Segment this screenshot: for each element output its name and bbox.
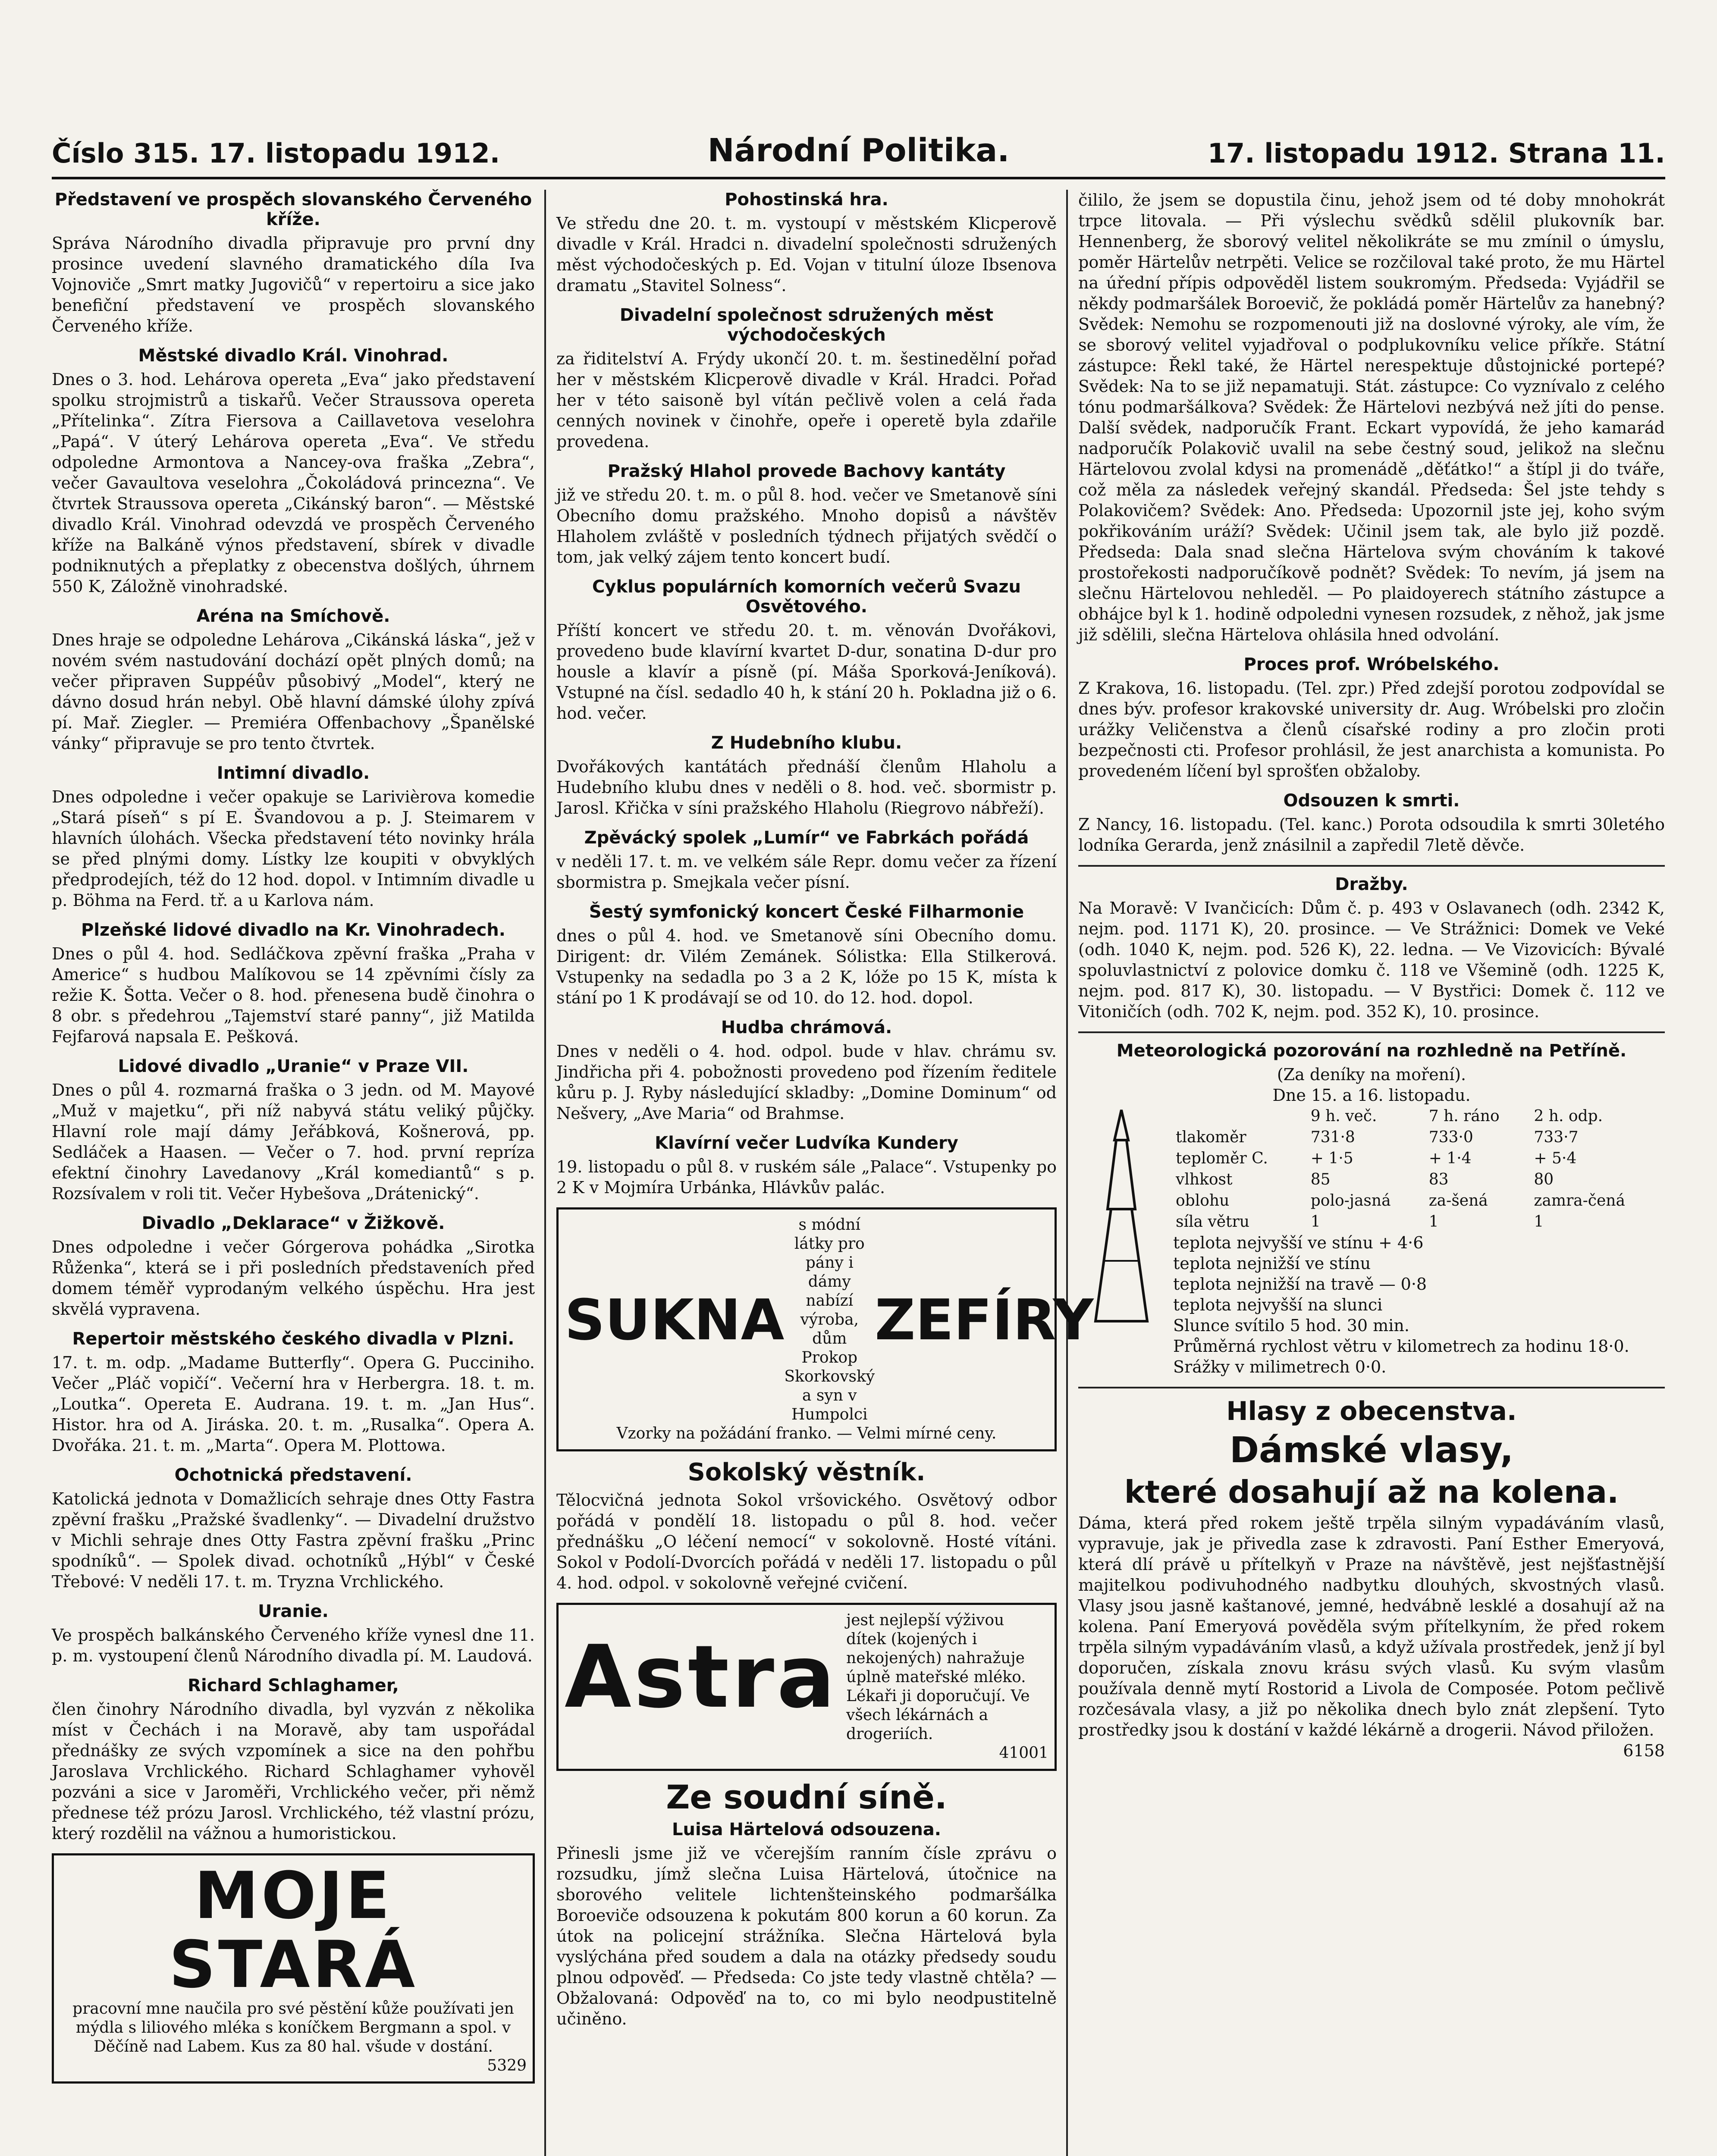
ad-code: 5329	[487, 2057, 527, 2075]
article-text: již ve středu 20. t. m. o půl 8. hod. večer ve Smetanově síni Obecního domu pražského. Mnoho dopisů a návštěv Hlaholem zvláště v posledních týdnech přijatých svědčí o tom, jak velký zájem tento koncert budí.	[556, 486, 1057, 567]
article-text: dnes o půl 4. hod. ve Smetanově síni Obecního domu. Dirigent: dr. Vilém Zemánek. Sólistka: Ella Stilkerová. Vstupenky na sedadla po 3 a 2 K, lóže po 15 K, místa k stání po 1 K prodávají se od 10. do 12. hod. dopol.	[556, 926, 1057, 1007]
headline: Dámské vlasy,	[1229, 1430, 1514, 1471]
meteo-row	[1173, 1127, 1665, 1148]
advertisement-moje-stara	[52, 1853, 535, 2084]
meteo-wind: Průměrná rychlost větru v kilometrech za hodinu 18·0.	[1173, 1337, 1629, 1356]
meteo-line: teplota nejvyšší ve stínu + 4·6	[1173, 1233, 1424, 1252]
article-text: 19. listopadu o půl 8. v ruském sále „Palace“. Vstupenky po 2 K v Mojmíra Urbánka, Hlávkův palác.	[556, 1157, 1057, 1197]
article	[52, 920, 535, 1047]
article	[556, 1133, 1057, 1198]
meteo-row	[1173, 1148, 1665, 1169]
ad-text: pracovní mne naučila pro své pěstění kůže používati jen mýdla s liliového mléka s koníčkem Bergmann a spol. v Děčíně nad Labem. Kus za 80 hal. všude v dostání.	[72, 2000, 514, 2056]
column-3	[1078, 190, 1665, 2156]
article-heading: Richard Schlaghamer,	[188, 1676, 399, 1695]
article-text: Správa Národního divadla připravuje pro první dny prosince uvedení slavného dramatického díla Iva Vojnoviče „Smrt matky Jugovičů“ v repertoiru a sice jako benefiční představení ve prospěch slovanského Červeného kříže.	[52, 234, 535, 335]
meteo-col-header: 2 h. odp.	[1534, 1107, 1603, 1125]
headline: které dosahují až na kolena.	[1124, 1474, 1619, 1510]
article-text: Ve středu dne 20. t. m. vystoupí v městském Klicperově divadle v Král. Hradci n. divadelní společnosti sdružených měst východočeských p. Ed. Vojan v titulní úloze Ibsenova dramatu „Stavitel Solness“.	[556, 214, 1057, 295]
meteo-line: teplota nejnižší na travě — 0·8	[1173, 1275, 1427, 1294]
meteo-cell: 1	[1534, 1213, 1544, 1231]
article	[556, 733, 1057, 818]
article-text: Katolická jednota v Domažlicích sehraje dnes Otty Fastra zpěvní frašku „Pražské švadlenky“. — Divadelní družstvo v Michli sehraje dnes Otty Fastra zpěvní frašku „Princ spodníků“. — Spolek divad. ochotníků „Hýbl“ v České Třebové: V neděli 17. t. m. Tryzna Vrchlického.	[52, 1489, 535, 1591]
article-text: Z Nancy, 16. listopadu. (Tel. kanc.) Porota odsoudila k smrti 30letého lodníka Gerarda, jenž znásilnil a zapředil 7letě děvče.	[1078, 815, 1665, 855]
ad-title: MOJE STARÁ	[169, 1858, 418, 2002]
article-heading: Divadlo „Deklarace“ v Žižkově.	[141, 1213, 445, 1233]
article-text: v neděli 17. t. m. ve velkém sále Repr. domu večer za řízení sbormistra p. Smejkala večer písní.	[556, 852, 1057, 892]
court-section	[556, 1778, 1057, 2029]
meteo-cell: zamra-čená	[1534, 1192, 1625, 1210]
article-text: čililo, že jsem se dopustila činu, jehož jsem od té doby mnohokrát trpce litovala. — Při výslechu svědků sdělil plukovník bar. Hennenberg, že sborový velitel několikráte se mu zmínil o úmyslu, poměr Härtelův netrpěti. Velice se rozčiloval také proto, že mu Härtel na úřední přípis odpověděl listem soukromým. Předseda: Vyjádřil se někdy podmaršálek Boroevič, že pokládá poměr Härtelův za hanebný? Svědek: Nemohu se rozpomenouti již na doslovné výroky, ale vím, že se sborový velitel vyjadřoval o podplukovníku velice příkře. Státní zástupce: Řekl také, že Härtel nerespektuje důstojnické portepé? Svědek: Na to se již nepamatuji. Stát. zástupce: Co vyznívalo z celého tónu podmaršálkova? Svědek: Že Härtelovi nezbývá než jíti do pense. Další svědek, nadporučík Frant. Eckart vypovídá, že jeho kamarád nadporučík Polakovič uvalil na sebe čestný soud, jelikož na slečnu Härtelovou zvolal kdysi na promenádě „děťátko!“ a štípl ji do tváře, což měla za následek veřejný skandál. Předseda: Šel jste tehdy s Polakovičem? Svědek: Ano. Předseda: Upozornil jste jej, koho svým pokřikováním uráží? Svědek: Učinil jsem tak, ale bylo již pozdě. Předseda: Dala snad slečna Härtelova svým chováním k takové prostořekosti nadporučíkově podnět? Svědek: To nevím, já jsem na slečnu Härtelovou nehleděl. — Po plaidoyerech státního zástupce a obhájce byl k 1. hodině odpoledni vynesen rozsudek, z něhož, jak jsme již sdělili, slečna Härtelova ohlásila hned odvolání.	[1078, 191, 1665, 644]
sokol-section	[556, 1458, 1057, 1593]
article-heading: Odsouzen k smrti.	[1283, 791, 1460, 811]
article-heading: Dražby.	[1335, 874, 1408, 894]
article-text: 17. t. m. odp. „Madame Butterfly“. Opera G. Pucciniho. Večer „Pláč vopičí“. Večerní hra v Herbergra. 18. t. m. „Loutka“. Opereta E. Audrana. 19. t. m. „Jan Hus“. Histor. hra od A. Jiráska. 20. t. m. „Rusalka“. Opera A. Dvořáka. 21. t. m. „Marta“. Opera M. Plottowa.	[52, 1353, 535, 1455]
meteo-cell: 1	[1310, 1213, 1321, 1231]
ad-code: 41001	[999, 1744, 1048, 1762]
article-heading: Pražský Hlahol provede Bachovy kantáty	[607, 461, 1006, 481]
article-heading: Ochotnická představení.	[174, 1465, 412, 1485]
meteo-cell: 80	[1534, 1171, 1554, 1188]
article-text: Dnes o 3. hod. Lehárova opereta „Eva“ jako představení spolku strojmistrů a tiskařů. Večer Straussova opereta „Přítelinka“. Zítra Fiersova a Caillavetova veselohra „Papá“. V úterý Lehárova opereta „Eva“. Ve středu odpoledne Armontova a Nancey-ova fraška „Zebra“, večer Gavaultova veselohra „Čokoládová princezna“. Ve čtvrtek Straussova opereta „Cikánský baron“. — Městské divadlo Král. Vinohrad odevzdá ve prospěch Červeného kříže na Balkáně výnos představení, sbírek v divadle podniknutých a přeplatky z obecenstva došlých, úhrnem 550 K, Záložně vinohradské.	[52, 370, 535, 596]
article-text: Přinesli jsme již ve včerejším ranním čísle zprávu o rozsudku, jímž slečna Luisa Härtelová, útočnice na sborového velitele lichtenšteinského podmaršálka Boroeviče odsouzena k pokutám 800 korun a 60 korun. Za útok na policejní strážníka. Slečna Härtelová byla vyslýchána před soudem a dala na otázky předsedy soudu plnou odpověď. — Předseda: Co jste tedy vlastně chtěla? — Obžalovaná: Odpověď na to, co mi bylo neodpustitelně učiněno.	[556, 1844, 1057, 2028]
article-text: Z Krakova, 16. listopadu. (Tel. zpr.) Před zdejší porotou zodpovídal se dnes býv. profesor krakovské university dr. Aug. Wróbelski pro zločin urážky Veličenstva a členů císařské rodiny a pro zločin proti bezpečnosti cti. Profesor prohlásil, že jest anarchista a komunista. Po provedeném líčení byl sprošťen obžaloby.	[1078, 679, 1665, 780]
meteo-cell: + 1·5	[1310, 1150, 1353, 1167]
petrin-tower-icon	[1078, 1106, 1165, 1330]
article-text: Dnes v neděli o 4. hod. odpol. bude v hlav. chrámu sv. Jindřicha při 4. pobožnosti provedeno pod řízením ředitele kůru p. J. Ryby následující skladby: „Domine Dominum“ od Nešvery, „Ave Maria“ od Brahmse.	[556, 1042, 1057, 1123]
article-text: Dnes o půl 4. rozmarná fraška o 3 jedn. od M. Mayové „Muž v majetku“, při níž nabyvá státu veliký půjčky. Hlavní role mají dámy Jeřábková, Košnerová, pp. Sedláček a Haasen. — Večer o 7. hod. první repríza efektní činohry Lavedanovy „Král komediantů“ s p. Rozsívalem v roli tit. Večer Hybešova „Drátenický“.	[52, 1081, 535, 1203]
section-heading: Ze soudní síně.	[666, 1778, 947, 1816]
section-heading: Hlasy z obecenstva.	[1226, 1396, 1517, 1426]
article-text: Ve prospěch balkánského Červeného kříže vynesl dne 11. p. m. vystoupení členů Národního divadla pí. M. Laudová.	[52, 1626, 535, 1665]
meteo-row	[1173, 1169, 1665, 1190]
page-number: 17. listopadu 1912. Strana 11.	[1207, 138, 1665, 169]
article	[556, 461, 1057, 567]
meteo-line: teplota nejvyšší na slunci	[1173, 1295, 1383, 1314]
article	[52, 1329, 535, 1456]
meteo-sun: Slunce svítilo 5 hod. 30 min.	[1173, 1316, 1409, 1335]
article	[556, 190, 1057, 296]
meteo-cell: 1	[1428, 1213, 1439, 1231]
column-rule	[1066, 190, 1068, 2156]
ad-word-right: ZEFÍRY	[875, 1287, 1094, 1353]
meteo-rain: Srážky v milimetrech 0·0.	[1173, 1357, 1387, 1376]
column-1	[52, 190, 535, 2156]
article-text: Dáma, která před rokem ještě trpěla silným vypadáváním vlasů, vypravuje, jak je přivedla zase k zdravosti. Paní Esther Emeryová, která dlí právě u přítelkyň v Praze na návštěvě, jest nejšťastnější majitelkou podivuhodného nadbytku dlouhých, skvostných vlasů. Vlasy jsou jasně kaštanové, jemné, hedvábně lesklé a dosahují až na kolena. Paní Emeryová pověděla svým přítelkyním, že před rokem trpěla silným vypadáváním vlasů, a když užívala prostředek, jenž jí byl doporučen, získala znovu krásu svých vlasů. Ku svým vlasům používala denně mytí Rostorid a Livola de Composée. Potom pečlivě rozčesávala vlasy, a již po několika dnech bylo znát zlepšení. Tyto prostředky jsou k dostání v každé lékárně a drogerii. Návod přiložen.	[1078, 1514, 1665, 1739]
article-heading: Zpěvácký spolek „Lumír“ ve Fabrkách pořádá	[584, 828, 1029, 848]
meteo-cell: 731·8	[1310, 1128, 1355, 1146]
divider	[1078, 1031, 1665, 1033]
article-heading: Představení ve prospěch slovanského Červeného kříže.	[54, 190, 532, 229]
article	[52, 1601, 535, 1666]
ad-word-left: SUKNA	[565, 1287, 785, 1353]
article-heading: Aréna na Smíchově.	[196, 606, 390, 626]
meteo-row	[1173, 1211, 1665, 1232]
divider	[1078, 865, 1665, 867]
column-2	[556, 190, 1094, 2156]
article-heading: Městské divadlo Král. Vinohrad.	[138, 346, 449, 366]
article	[52, 190, 535, 336]
meteo-subheading: (Za deníky na moření).	[1277, 1065, 1466, 1084]
meteo-row-label: oblohu	[1176, 1192, 1230, 1210]
article-heading: Plzeňské lidové divadlo na Kr. Vinohradech.	[81, 920, 505, 940]
meteo-cell: 733·0	[1428, 1128, 1473, 1146]
article	[52, 763, 535, 911]
article-heading: Lidové divadlo „Uranie“ v Praze VII.	[118, 1056, 469, 1076]
article	[556, 828, 1057, 893]
article-continuation	[1078, 190, 1665, 645]
article-heading: Klavírní večer Ludvíka Kundery	[655, 1133, 958, 1153]
article-text: Dnes odpoledne i večer Górgerova pohádka „Sirotka Růženka“, která se i při posledních představeních před domem téměř vyprodaným velkého úspěchu. Hra jest skvělá vypravena.	[52, 1238, 535, 1319]
article-text: Na Moravě: V Ivančicích: Dům č. p. 493 v Oslavanech (odh. 2342 K, nejm. pod. 1171 K), 20. prosince. — Ve Strážnici: Domek ve Veké (odh. 1040 K, nejm. pod. 526 K), 22. ledna. — Ve Vizovicích: Bývalé spoluvlastnictví z polovice domku č. 118 ve Všemině (odh. 1225 K, nejm. pod. 817 K), 30. listopadu. — V Bystřici: Domek č. 112 ve Vitoničích (odh. 702 K, nejm. pod. 352 K), 10. prosince.	[1078, 899, 1665, 1021]
article-text: Dvořákových kantátách přednáší členům Hlaholu a Hudebního klubu dnes v neděli o 8. hod. več. sbormistr p. Jarosl. Křička v síni pražského Hlaholu (Riegrovo nábřeží).	[556, 757, 1057, 818]
article-heading: Luisa Härtelová odsouzena.	[672, 1820, 941, 1839]
article-text: Dnes odpoledne i večer opakuje se Larivièrova komedie „Stará píseň“ s pí E. Švandovou a p. J. Steimarem v hlavních úlohách. Všecka představení této novinky hrála se před plnými domy. Lístky lze koupiti v obvyklých předprodejích, též do 12 hod. dopol. v Intimním divadle u p. Böhma na Ferd. tř. a u Karlova nám.	[52, 787, 535, 910]
meteo-col-header: 7 h. ráno	[1428, 1107, 1500, 1125]
article-text: člen činohry Národního divadla, byl vyzván z několika míst v Čechách i na Moravě, aby tam uspořádal přednášky ze svých vzpomínek a sice na den pohřbu Jaroslava Vrchlického. Richard Schlaghamer vyhověl pozváni a sice v Jaroměři, Vrchlického večer, při němž přednese též prózu Jarosl. Vrchlického, též vlastní prózu, který rozdělil na vážnou a humoristickou.	[52, 1700, 535, 1843]
advertisement-sukna	[556, 1207, 1094, 1451]
article-heading: Repertoir městského českého divadla v Plzni.	[72, 1329, 515, 1349]
article	[1078, 791, 1665, 856]
meteo-cell: + 1·4	[1428, 1150, 1472, 1167]
meteo-row-label: vlhkost	[1176, 1171, 1233, 1188]
article	[52, 1056, 535, 1204]
masthead: Národní Politika.	[707, 132, 1010, 169]
article-text: Dnes o půl 4. hod. Sedláčkova zpěvní fraška „Praha v Americe“ s hudbou Malíkovou se 14 zpěvními čísly za režie K. Šotta. Večer o 8. hod. přenesena budě činohra o 8 obr. s předehrou „Tajemství staré panny“, již Matilda Fejfarová napsala E. Pešková.	[52, 944, 535, 1046]
meteo-table	[1173, 1106, 1665, 1232]
issue-number: Číslo 315. 17. listopadu 1912.	[52, 138, 500, 169]
ad-mid-text: s módní látky pro pány i dámy nabízí výroba, dům Prokop Skorkovský a syn v Humpolci	[784, 1216, 875, 1423]
article-heading: Uranie.	[258, 1601, 329, 1621]
article	[52, 606, 535, 754]
meteo-cell: 85	[1310, 1171, 1331, 1188]
article-heading: Divadelní společnost sdružených měst východočeských	[619, 305, 994, 345]
page-header	[52, 129, 1665, 179]
meteo-row-label: teploměr C.	[1176, 1150, 1268, 1167]
article	[556, 305, 1057, 452]
meteo-row-label: tlakoměr	[1176, 1128, 1246, 1146]
article	[52, 1676, 535, 1844]
article	[1078, 874, 1665, 1022]
article-text: za řiditelství A. Frýdy ukončí 20. t. m. šestinedělní pořad her v městském Klicperově divadle v Král. Hradci. Pořad her v této saisoně byl vítán pečlivě volen a celá řada cenných novinek v činohře, opeře i operetě byla zdařile provedena.	[556, 349, 1057, 451]
section-text: Tělocvičná jednota Sokol vršovického. Osvětový odbor pořádá v pondělí 18. listopadu o půl 8. hod. večer přednášku „O léčení nemocí“ v sokolovně. Hosté vítáni. Sokol v Podolí-Dvorcích pořádá v neděli 17. listopadu o půl 4. hod. odpol. v sokolovně veřejné cvičení.	[556, 1491, 1057, 1592]
article-heading: Hudba chrámová.	[721, 1018, 892, 1037]
ad-code: 6158	[1623, 1741, 1665, 1760]
article-heading: Proces prof. Wróbelského.	[1243, 655, 1500, 674]
article-heading: Intimní divadlo.	[217, 763, 370, 783]
section-heading: Sokolský věstník.	[687, 1458, 926, 1486]
article	[556, 1018, 1057, 1124]
article	[1078, 655, 1665, 781]
article-heading: Šestý symfonický koncert České Filharmonie	[589, 902, 1024, 922]
article	[52, 1213, 535, 1319]
column-rule	[544, 190, 546, 2156]
meteo-cell: polo-jasná	[1310, 1192, 1391, 1210]
article	[556, 902, 1057, 1008]
divider	[1078, 1387, 1665, 1388]
advertisement-astra	[556, 1603, 1057, 1771]
article-heading: Cyklus populárních komorních večerů Svazu Osvětového.	[592, 577, 1021, 617]
article	[52, 346, 535, 597]
meteo-cell: za-šená	[1428, 1192, 1488, 1210]
meteo-line: teplota nejnižší ve stínu	[1173, 1254, 1371, 1273]
meteo-cell: + 5·4	[1534, 1150, 1577, 1167]
meteo-box	[1078, 1041, 1665, 1377]
meteo-row	[1173, 1190, 1665, 1211]
article-heading: Pohostinská hra.	[725, 190, 888, 210]
meteo-col-header: 9 h. več.	[1310, 1107, 1377, 1125]
article-text: Dnes hraje se odpoledne Lehárova „Cikánská láska“, jež v novém svém nastudování dochází opět plných domů; na večer připraven Suppéův působivý „Model“, který ne dávno dosud hrán nebyl. Obě hlavní dámské úlohy zpívá pí. Mař. Ziegler. — Premiéra Offenbachovy „Španělské vánky“ připravuje se pro tento čtvrtek.	[52, 630, 535, 753]
meteo-cell: 83	[1428, 1171, 1449, 1188]
ad-small-text: Vzorky na požádání franko. — Velmi mírné ceny.	[616, 1425, 997, 1442]
hlasy-section	[1078, 1396, 1665, 1761]
meteo-header-row	[1173, 1106, 1665, 1127]
meteo-row-label: síla větru	[1176, 1213, 1249, 1231]
article	[556, 577, 1057, 724]
article-text: Příští koncert ve středu 20. t. m. věnován Dvořákovi, provedeno bude klavírní kvartet D-dur, sonatina D-dur pro housle a klavír a písně (pí. Máša Sporková-Jeníková). Vstupné na čísl. sedadlo 40 h, k stání 20 h. Pokladna již o 6. hod. večer.	[556, 621, 1057, 723]
ad-text: jest nejlepší výživou dítek (kojených i nekojených) nahražuje úplně mateřské mléko. Lékaři ji doporučují. Ve všech lékárnách a drogeriích.	[846, 1611, 1030, 1743]
meteo-cell: 733·7	[1534, 1128, 1579, 1146]
article	[52, 1465, 535, 1592]
ad-title: Astra	[565, 1627, 838, 1727]
meteo-date: Dne 15. a 16. listopadu.	[1272, 1086, 1471, 1105]
article-heading: Z Hudebního klubu.	[711, 733, 902, 753]
meteo-heading: Meteorologická pozorování na rozhledně na Petříně.	[1116, 1041, 1627, 1061]
